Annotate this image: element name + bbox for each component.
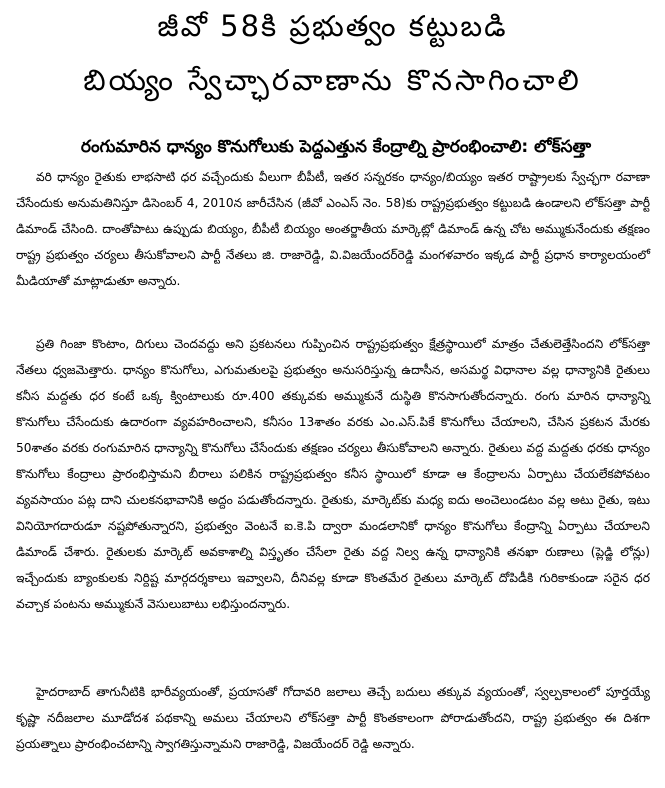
paragraph-text: హైదరాబాద్ తాగునీటికి భారీవ్యయంతో, ప్రయాసతో గోదావరి జలాలు తెచ్చే బదులు తక్కువ వ్యయంతో, స్వల్పకాలంలో పూర్తయ్యే కృష్ణా నదీజలాల మూడోదశ పథకాన్ని అమలు చేయాలని లోక్‌సత్తా పార్టీ కొంతకాలంగా పోరాడుతోందని, రాష్ట్ర ప్రభుత్వం ఈ దిశగా ప్రయత్నాలు ప్రారంభించటాన్ని స్వాగతిస్తున్నామని రాజారెడ్డి, విజయేందర్ రెడ్డి అన్నారు.: [16, 685, 650, 751]
headline-line-1: జీవో 58కి ప్రభుత్వం కట్టుబడి: [157, 9, 508, 43]
article-paragraph-1: [16, 164, 650, 294]
article-paragraph-2: [16, 331, 650, 617]
headline-line-2: బియ్యం స్వేచ్ఛారవాణాను కొనసాగించాలి: [83, 63, 582, 97]
subheadline: రంగుమారిన ధాన్యం కొనుగోలుకు పెద్దఎత్తున కేంద్రాల్ని ప్రారంభించాలి: లోక్‌సత్తా: [80, 137, 592, 158]
paragraph-text: ప్రతి గింజా కొంటాం, దిగులు చెందవద్దు అని ప్రకటనలు గుప్పించిన రాష్ట్రప్రభుత్వం క్షేత్రస్థాయిలో మాత్రం చేతులెత్తేసిందని లోక్‌సత్తా నేతలు ధ్వజమెత్తారు. ధాన్యం కొనుగోలు, ఎగుమతులపై ప్రభుత్వం అనుసరిస్తున్న ఉదాసీన, అసమర్థ విధానాల వల్ల ధాన్యానికి రైతులు కనీస మద్దతు ధర కంటే ఒక్క క్వింటాలుకు రూ.400 తక్కువకు అమ్ముకునే దుస్థితి కొనసాగుతోందన్నారు. రంగు మారిన ధాన్యాన్ని కొనుగోలు చేసేందుకు ఉదారంగా వ్యవహరించాలని, కనీసం 13శాతం వరకు ఎం.ఎస్.పికే కొనుగోలు చేయాలని, చేసిన ప్రకటన మేరకు 50శాతం వరకు రంగుమారిన ధాన్యాన్ని కొనుగోలు చేసేందుకు తక్షణం చర్యలు తీసుకోవాలని అన్నారు. రైతులు వద్ద మద్దతు ధరకు ధాన్యం కొనుగోలు కేంద్రాలు ప్రారంభిస్తామని బీరాలు పలికిన రాష్ట్రప్రభుత్వం కనీస స్థాయిలో కూడా ఆ కేంద్రాలను ఏర్పాటు చేయలేకపోవటం వ్యవసాయం పట్ల దాని చులకనభావానికి అద్దం పడుతోందన్నారు. రైతుకు, మార్కెట్‌కు మధ్య ఐదు అంచెలుండటం వల్ల అటు రైతు, ఇటు వినియోగదారుడూ నష్టపోతున్నారని, ప్రభుత్వం వెంటనే ఐ.కె.పి ద్వారా మండలానికో ధాన్యం కొనుగోలు కేంద్రాన్ని ఏర్పాటు చేయాలని డిమాండ్ చేశారు. రైతులకు మార్కెట్ అవకాశాల్ని విస్తృతం చేసేలా రైతు వద్ద నిల్వ ఉన్న ధాన్యానికి తనఖా రుణాలు (ప్లెడ్జి లోన్లు) ఇచ్చేందుకు బ్యాంకులకు నిర్దిష్ట మార్గదర్శకాలు ఇవ్వాలని, దీనివల్ల కూడా కొంతమేర రైతులు మార్కెట్ దోపిడీకి గురికాకుండా సరైన ధర వచ్చాక పంటను అమ్ముకునే వెసులుబాటు లభిస్తుందన్నారు.: [16, 337, 650, 611]
article-paragraph-3: [16, 679, 650, 757]
paragraph-text: వరి ధాన్యం రైతుకు లాభసాటి ధర వచ్చేందుకు వీలుగా బీపీటీ, ఇతర సన్నరకం ధాన్యం/బియ్యం ఇతర రాష్ట్రాలకు స్వేచ్ఛగా రవాణా చేసేందుకు అనుమతినిస్తూ డిసెంబర్ 4, 2010న జారీచేసిన (జీవో ఎంఎస్ నెం. 58)కు రాష్ట్రప్రభుత్వం కట్టుబడి ఉండాలని లోక్‌సత్తా పార్టీ డిమాండ్ చేసింది. దాంతోపాటు ఉప్పుడు బియ్యం, బీపీటీ బియ్యం అంతర్జాతీయ మార్కెట్లో డిమాండ్ ఉన్న చోట అమ్ముకునేందుకు తక్షణం రాష్ట్ర ప్రభుత్వం చర్యలు తీసుకోవాలని పార్టీ నేతలు జి. రాజారెడ్డి, వి.విజయేందర్‌రెడ్డి మంగళవారం ఇక్కడ పార్టీ ప్రధాన కార్యాలయంలో మీడియాతో మాట్లాడుతూ అన్నారు.: [16, 170, 650, 288]
